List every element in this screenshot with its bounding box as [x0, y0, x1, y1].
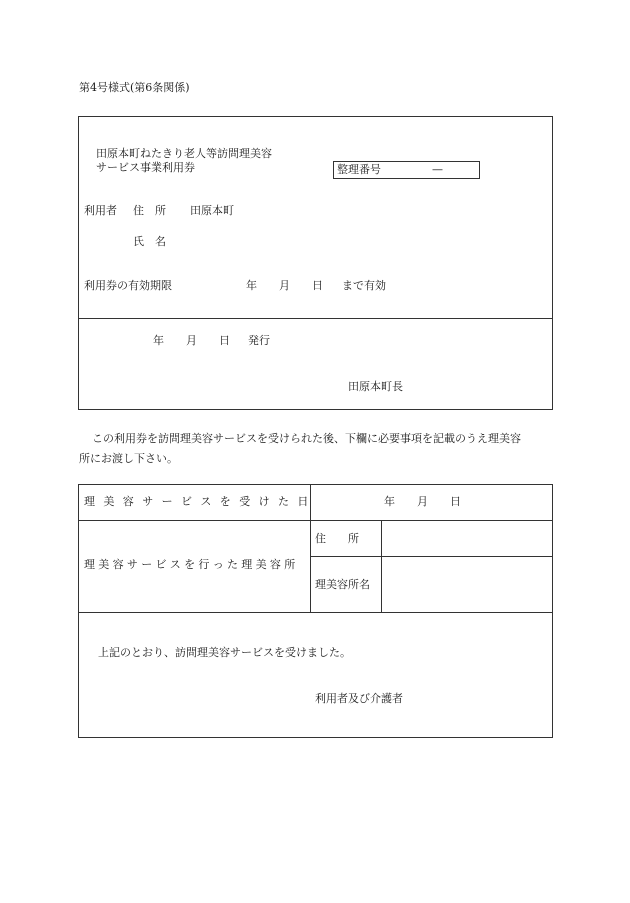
instructions-line1: この利用券を訪問理美容サービスを受けられた後、下欄に必要事項を記載のうえ理美容	[92, 432, 521, 445]
name-label: 氏 名	[133, 235, 166, 248]
table-column-divider	[381, 520, 382, 612]
address-label: 住 所	[133, 204, 166, 217]
validity-suffix: まで有効	[342, 279, 386, 292]
form-label: 第4号様式(第6条関係)	[79, 81, 190, 94]
shop-name-label: 理美容所名	[315, 578, 370, 591]
voucher-title-line1: 田原本町ねたきり老人等訪問理美容	[96, 147, 272, 160]
issue-label: 発行	[248, 334, 270, 347]
confirmation-statement: 上記のとおり、訪問理美容サービスを受けました。	[98, 646, 351, 659]
table-row-divider	[78, 520, 553, 521]
issuer-name: 田原本町長	[348, 380, 403, 393]
user-label: 利用者	[84, 204, 117, 217]
voucher-title-line2: サービス事業利用券	[96, 161, 195, 174]
shop-address-label: 住 所	[315, 532, 359, 545]
table-row-divider	[78, 612, 553, 613]
validity-date: 年 月 日	[246, 279, 323, 292]
instructions-line2: 所にお渡し下さい。	[79, 452, 178, 465]
voucher-divider	[78, 318, 553, 319]
provider-label: 理美容サービスを行った理美容所	[84, 558, 299, 571]
confirmation-signer: 利用者及び介護者	[315, 692, 403, 705]
received-date-value: 年 月 日	[384, 495, 461, 508]
validity-label: 利用券の有効期限	[84, 279, 172, 292]
table-subrow-divider	[310, 556, 553, 557]
received-date-label: 理美容サービスを受けた日	[84, 495, 317, 508]
address-value: 田原本町	[190, 204, 234, 217]
serial-number-value: —	[432, 163, 443, 176]
serial-number-label: 整理番号	[337, 163, 381, 176]
issue-date: 年 月 日	[153, 334, 230, 347]
